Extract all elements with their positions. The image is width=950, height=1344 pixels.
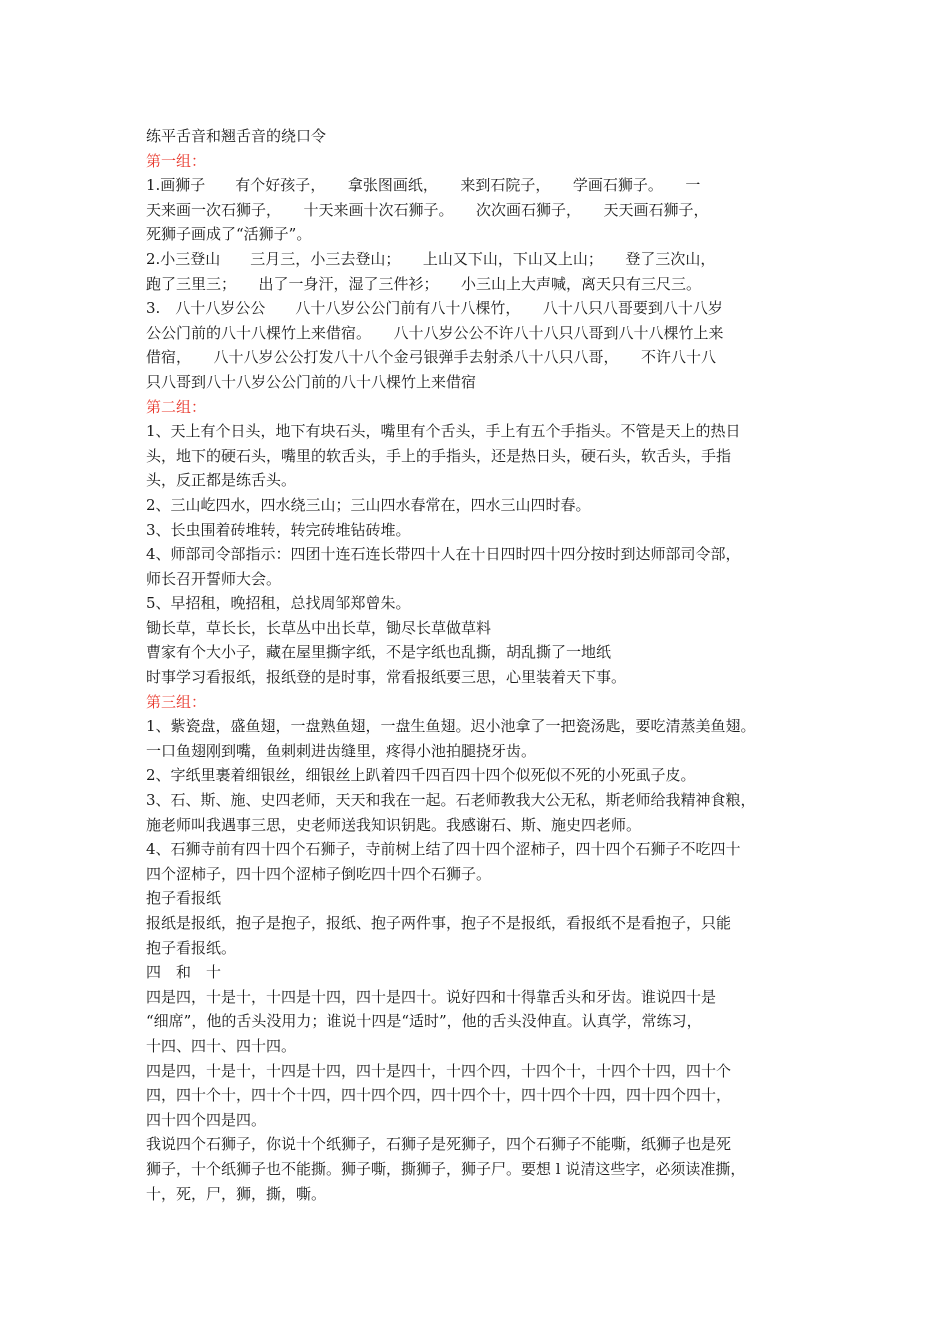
text-line: 2、三山屹四水，四水绕三山；三山四水春常在，四水三山四时春。	[146, 495, 591, 514]
text-line: 2、字纸里裹着细银丝，细银丝上趴着四千四百四十四个似死似不死的小死虱子皮。	[146, 766, 696, 785]
text-line: 天来画一次石狮子， 十天来画十次石狮子。 次次画石狮子， 天天画石狮子，	[146, 200, 709, 219]
section-heading: 第三组：	[146, 692, 207, 711]
text-line: 十，死，尸，狮，撕，嘶。	[146, 1184, 327, 1203]
text-line: 施老师叫我遇事三思，史老师送我知识钥匙。我感谢石、斯、施史四老师。	[146, 815, 642, 834]
text-line: 四十四个四是四。	[146, 1110, 267, 1129]
text-line: 5、早招租，晚招租，总找周邹郑曾朱。	[146, 594, 411, 613]
text-line: 2.小三登山 三月三，小三去登山； 上山又下山，下山又上山； 登了三次山，	[146, 249, 716, 268]
text-line: 4、石狮寺前有四十四个石狮子，寺前树上结了四十四个涩柿子，四十四个石狮子不吃四十	[146, 840, 741, 859]
text-line: 4、师部司令部指示：四团十连石连长带四十人在十日四时四十四分按时到达师部司令部，	[146, 545, 741, 564]
text-line: 1.画狮子 有个好孩子， 拿张图画纸， 来到石院子， 学画石狮子。 一	[146, 176, 701, 195]
text-line: 死狮子画成了“活狮子”。	[146, 225, 312, 244]
text-line: 抱子看报纸。	[146, 938, 237, 957]
text-line: 四 和 十	[146, 963, 222, 982]
text-line: 狮子，十个纸狮子也不能撕。狮子嘶，撕狮子，狮子尸。要想 l 说清这些字，必须读准撕，	[146, 1159, 746, 1178]
text-line: 曹家有个大小子，藏在屋里撕字纸，不是字纸也乱撕，胡乱撕了一地纸	[146, 643, 612, 662]
document-body	[146, 124, 814, 1206]
text-line: 一口鱼翅刚到嘴，鱼刺刺进齿缝里，疼得小池拍腿挠牙齿。	[146, 741, 537, 760]
text-line: “细席”，他的舌头没用力；谁说十四是“适时”，他的舌头没伸直。认真学，常练习，	[146, 1012, 702, 1031]
text-line: 十四、四十、四十四。	[146, 1036, 297, 1055]
text-line: 头，反正都是练舌头。	[146, 471, 297, 490]
text-line: 四是四，十是十，十四是十四，四十是四十。说好四和十得靠舌头和牙齿。谁说四十是	[146, 987, 717, 1006]
text-line: 师长召开誓师大会。	[146, 569, 282, 588]
text-line: 借宿， 八十八岁公公打发八十八个金弓银弹手去射杀八十八只八哥， 不许八十八	[146, 348, 717, 367]
text-line: 练平舌音和翘舌音的绕口令	[146, 127, 327, 145]
text-line: 我说四个石狮子，你说十个纸狮子，石狮子是死狮子，四个石狮子不能嘶，纸狮子也是死	[146, 1135, 732, 1154]
text-line: 报纸是报纸，抱子是抱子，报纸、抱子两件事，抱子不是报纸，看报纸不是看抱子，只能	[146, 914, 732, 932]
text-line: 3、长虫围着砖堆转，转完砖堆钻砖堆。	[146, 520, 411, 539]
text-line: 时事学习看报纸，报纸登的是时事，常看报纸要三思，心里装着天下事。	[146, 668, 627, 687]
text-line: 3. 八十八岁公公 八十八岁公公门前有八十八棵竹， 八十八只八哥要到八十八岁	[146, 299, 723, 318]
text-line: 四个涩柿子，四十四个涩柿子倒吃四十四个石狮子。	[146, 864, 492, 883]
text-line: 四，四十个十，四十个十四，四十四个四，四十四个十，四十四个十四，四十四个四十，	[146, 1086, 732, 1105]
text-line: 抱子看报纸	[146, 889, 222, 908]
text-line: 1、天上有个日头，地下有块石头，嘴里有个舌头，手上有五个手指头。不管是天上的热日	[146, 422, 741, 441]
section-heading: 第二组：	[146, 397, 207, 416]
text-line: 1、紫瓷盘，盛鱼翅，一盘熟鱼翅，一盘生鱼翅。迟小池拿了一把瓷汤匙，要吃清蒸美鱼翅。	[146, 717, 756, 736]
text-line: 公公门前的八十八棵竹上来借宿。 八十八岁公公不许八十八只八哥到八十八棵竹上来	[146, 323, 724, 342]
text-line: 头，地下的硬石头，嘴里的软舌头，手上的手指头，还是热日头，硬石头，软舌头，手指	[146, 446, 732, 465]
text-line: 锄长草，草长长，长草丛中出长草，锄尽长草做草料	[146, 618, 492, 637]
text-line: 只八哥到八十八岁公公门前的八十八棵竹上来借宿	[146, 372, 477, 391]
text-line: 跑了三里三； 出了一身汗，湿了三件衫； 小三山上大声喊，离天只有三尺三。	[146, 274, 702, 293]
section-heading: 第一组：	[146, 151, 207, 170]
text-line: 四是四，十是十，十四是十四，四十是四十，十四个四，十四个十，十四个十四，四十个	[146, 1061, 732, 1080]
text-line: 3、石、斯、施、史四老师，天天和我在一起。石老师教我大公无私，斯老师给我精神食粮，	[146, 791, 756, 810]
